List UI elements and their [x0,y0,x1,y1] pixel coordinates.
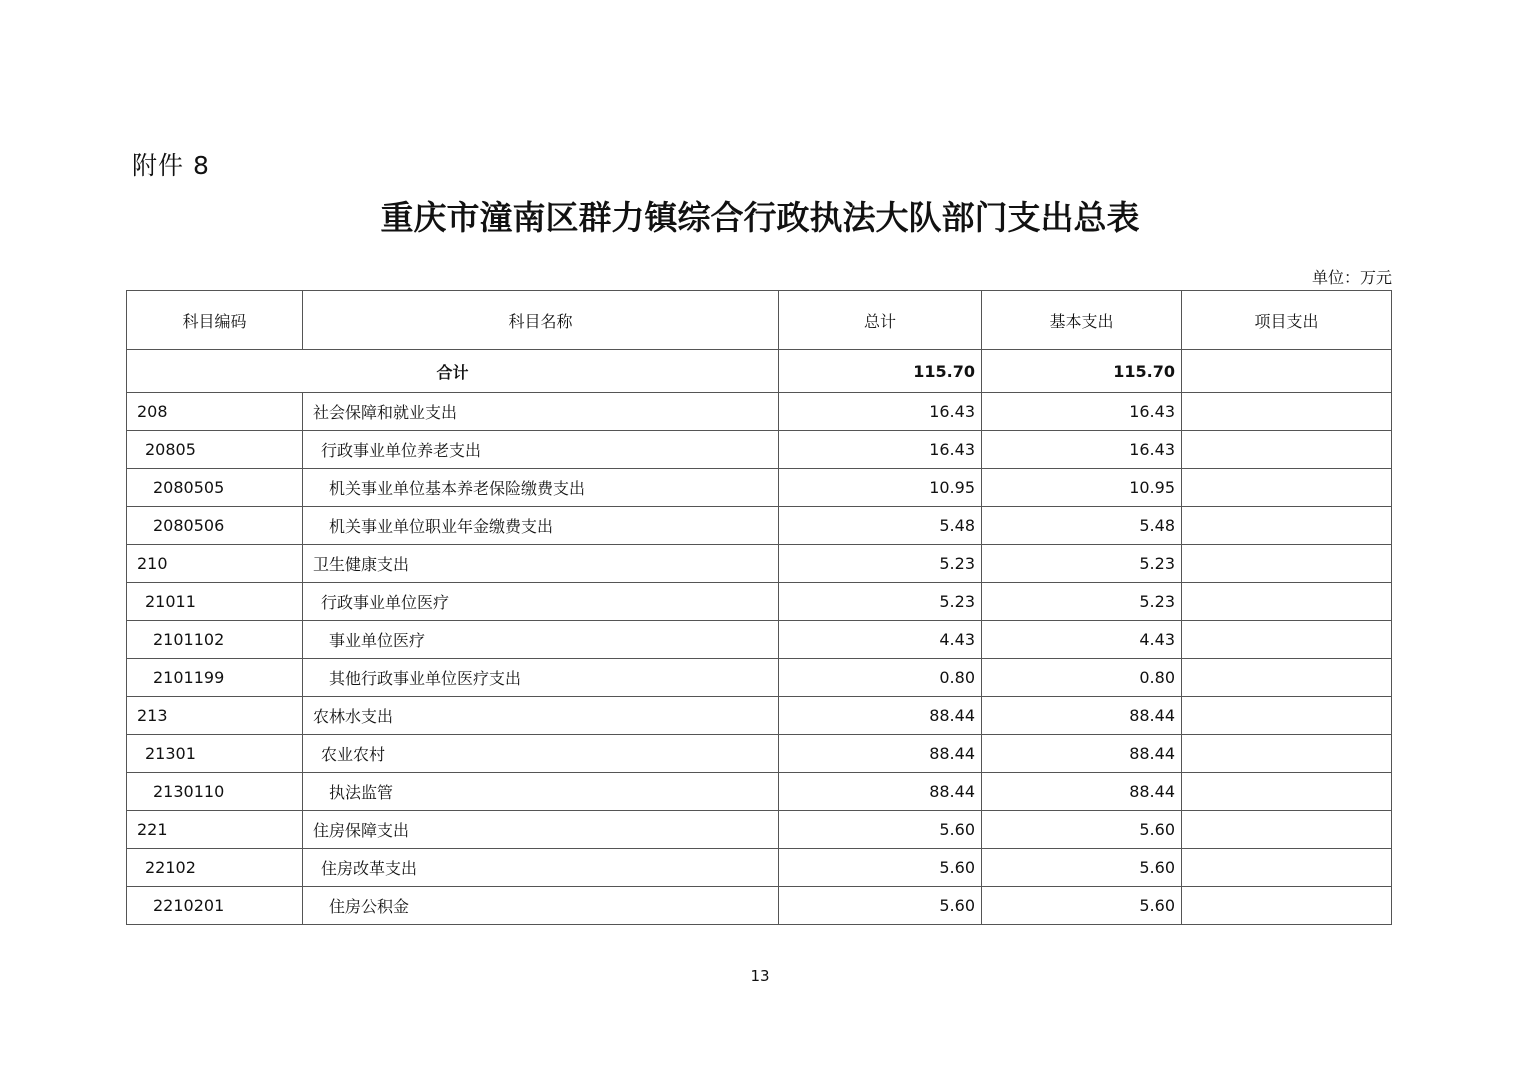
project-cell [1182,849,1392,887]
code-cell: 2101102 [127,621,303,659]
total-basic-cell: 115.70 [982,350,1182,393]
name-cell: 社会保障和就业支出 [303,393,779,431]
basic-cell: 0.80 [982,659,1182,697]
project-cell [1182,469,1392,507]
basic-cell: 88.44 [982,735,1182,773]
project-cell [1182,735,1392,773]
code-cell: 213 [127,697,303,735]
basic-cell: 10.95 [982,469,1182,507]
name-cell: 机关事业单位职业年金缴费支出 [303,507,779,545]
table-row [127,431,1392,469]
column-header-name: 科目名称 [303,291,779,350]
table-row [127,621,1392,659]
project-cell [1182,393,1392,431]
page-number: 13 [750,967,770,985]
total-cell: 5.48 [779,507,982,545]
project-cell [1182,545,1392,583]
project-cell [1182,659,1392,697]
project-cell [1182,583,1392,621]
table-row [127,393,1392,431]
basic-cell: 5.60 [982,811,1182,849]
code-cell: 2130110 [127,773,303,811]
total-cell: 16.43 [779,431,982,469]
basic-cell: 5.23 [982,545,1182,583]
total-label: 合计 [127,350,779,393]
table-row [127,849,1392,887]
code-cell: 210 [127,545,303,583]
table-row [127,469,1392,507]
page-title: 重庆市潼南区群力镇综合行政执法大队部门支出总表 [380,198,1140,237]
table-row [127,773,1392,811]
name-cell: 住房公积金 [303,887,779,925]
basic-cell: 5.48 [982,507,1182,545]
code-cell: 2080505 [127,469,303,507]
name-cell: 事业单位医疗 [303,621,779,659]
basic-cell: 88.44 [982,773,1182,811]
name-cell: 卫生健康支出 [303,545,779,583]
project-cell [1182,773,1392,811]
code-cell: 20805 [127,431,303,469]
total-cell: 0.80 [779,659,982,697]
project-cell [1182,811,1392,849]
total-cell: 5.60 [779,849,982,887]
table-row [127,507,1392,545]
total-cell: 5.60 [779,887,982,925]
code-cell: 21301 [127,735,303,773]
name-cell: 农业农村 [303,735,779,773]
name-cell: 行政事业单位医疗 [303,583,779,621]
basic-cell: 16.43 [982,393,1182,431]
basic-cell: 16.43 [982,431,1182,469]
total-cell: 4.43 [779,621,982,659]
code-cell: 208 [127,393,303,431]
attachment-label: 附件 8 [132,151,210,180]
table-row [127,583,1392,621]
project-cell [1182,621,1392,659]
basic-cell: 5.60 [982,849,1182,887]
total-total-cell: 115.70 [779,350,982,393]
table-header-row [127,291,1392,350]
code-cell: 21011 [127,583,303,621]
total-cell: 5.60 [779,811,982,849]
table-row [127,735,1392,773]
column-header-code: 科目编码 [127,291,303,350]
project-cell [1182,431,1392,469]
total-cell: 5.23 [779,583,982,621]
expenditure-table [126,290,1392,925]
total-cell: 88.44 [779,773,982,811]
project-cell [1182,697,1392,735]
table-row [127,659,1392,697]
name-cell: 机关事业单位基本养老保险缴费支出 [303,469,779,507]
basic-cell: 5.60 [982,887,1182,925]
total-cell: 88.44 [779,735,982,773]
name-cell: 住房保障支出 [303,811,779,849]
code-cell: 2210201 [127,887,303,925]
name-cell: 执法监管 [303,773,779,811]
total-project-cell [1182,350,1392,393]
table-row [127,697,1392,735]
basic-cell: 4.43 [982,621,1182,659]
column-header-project: 项目支出 [1182,291,1392,350]
code-cell: 2080506 [127,507,303,545]
name-cell: 其他行政事业单位医疗支出 [303,659,779,697]
table-row [127,811,1392,849]
total-cell: 88.44 [779,697,982,735]
name-cell: 住房改革支出 [303,849,779,887]
total-cell: 16.43 [779,393,982,431]
basic-cell: 5.23 [982,583,1182,621]
column-header-basic: 基本支出 [982,291,1182,350]
code-cell: 221 [127,811,303,849]
basic-cell: 88.44 [982,697,1182,735]
project-cell [1182,887,1392,925]
table-row [127,887,1392,925]
name-cell: 农林水支出 [303,697,779,735]
code-cell: 2101199 [127,659,303,697]
total-cell: 10.95 [779,469,982,507]
total-cell: 5.23 [779,545,982,583]
total-row [127,350,1392,393]
name-cell: 行政事业单位养老支出 [303,431,779,469]
unit-label: 单位：万元 [1311,268,1392,287]
code-cell: 22102 [127,849,303,887]
table-row [127,545,1392,583]
project-cell [1182,507,1392,545]
column-header-total: 总计 [779,291,982,350]
